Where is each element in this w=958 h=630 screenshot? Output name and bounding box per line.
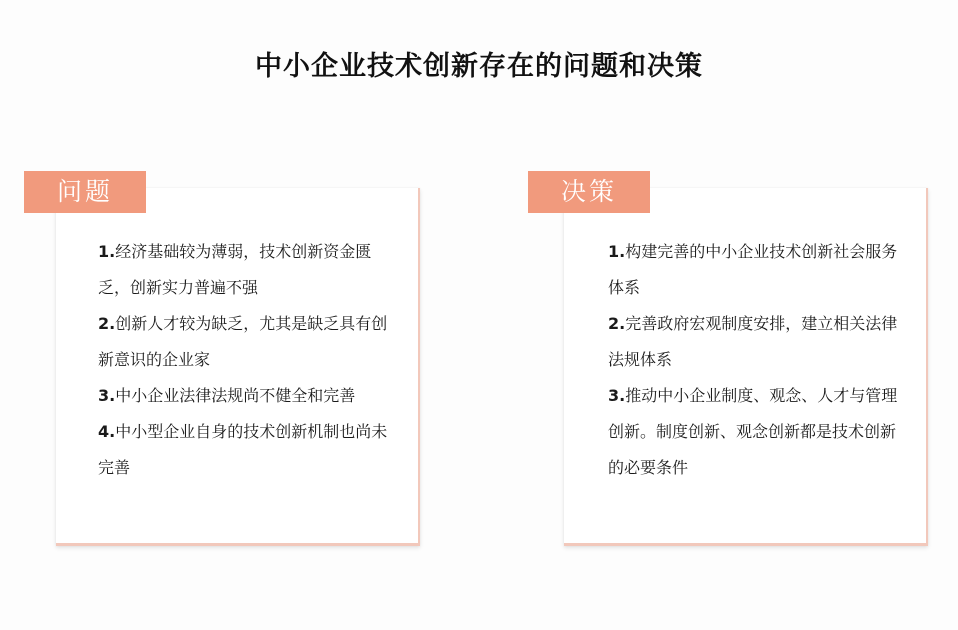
problems-tab-label: 问题	[24, 171, 146, 213]
list-item	[608, 378, 908, 486]
item-number: 1.	[98, 242, 116, 261]
item-text: 中小型企业自身的技术创新机制也尚未完善	[98, 422, 388, 477]
item-text: 经济基础较为薄弱，技术创新资金匮乏，创新实力普遍不强	[98, 242, 372, 297]
item-text: 创新人才较为缺乏，尤其是缺乏具有创新意识的企业家	[98, 314, 388, 369]
item-text: 推动中小企业制度、观念、人才与管理创新。制度创新、观念创新都是技术创新的必要条件	[608, 386, 898, 477]
list-item	[98, 306, 398, 378]
item-number: 3.	[608, 386, 626, 405]
item-text: 中小企业法律法规尚不健全和完善	[115, 386, 356, 405]
item-number: 2.	[608, 314, 626, 333]
decisions-tab-label: 决策	[528, 171, 650, 213]
page-title: 中小企业技术创新存在的问题和决策	[255, 51, 703, 82]
list-item	[98, 234, 398, 306]
list-item	[608, 234, 908, 306]
decisions-list	[608, 234, 908, 486]
item-number: 4.	[98, 422, 116, 441]
list-item	[98, 378, 398, 414]
item-number: 1.	[608, 242, 626, 261]
item-text: 完善政府宏观制度安排，建立相关法律法规体系	[608, 314, 898, 369]
item-number: 3.	[98, 386, 116, 405]
list-item	[98, 414, 398, 486]
problems-list	[98, 234, 398, 486]
item-number: 2.	[98, 314, 116, 333]
list-item	[608, 306, 908, 378]
item-text: 构建完善的中小企业技术创新社会服务体系	[608, 242, 898, 297]
